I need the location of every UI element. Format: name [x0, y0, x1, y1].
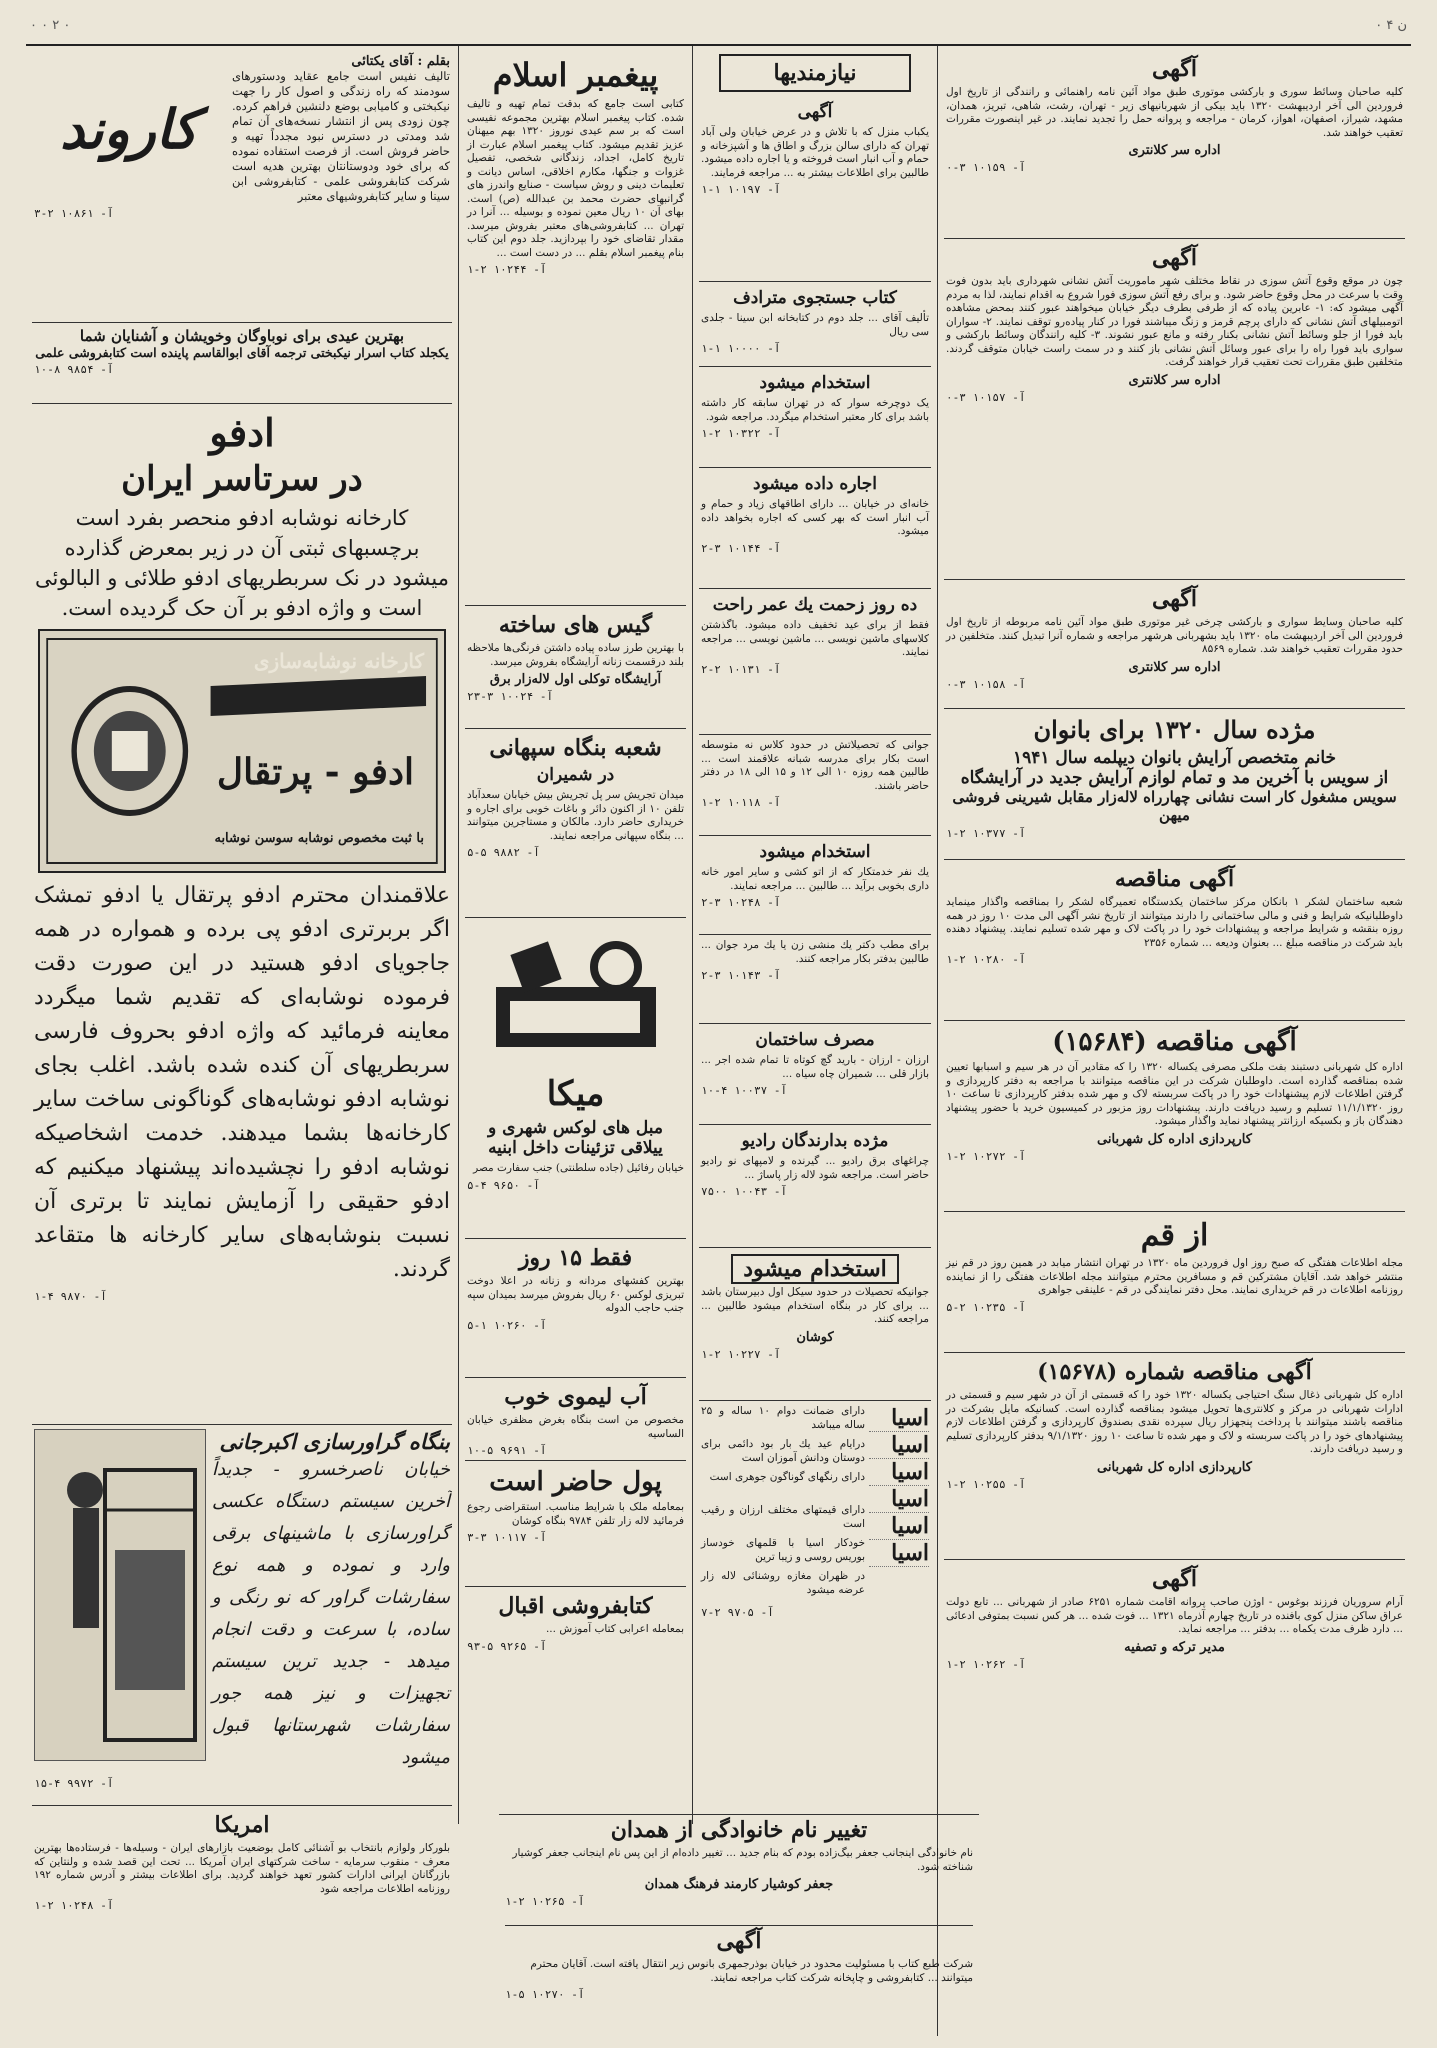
notice-sign: اداره سر کلانتری — [1128, 372, 1221, 388]
ad-mika — [465, 918, 686, 1239]
top-left-text: ۰ ۲ ۰ ۰ — [30, 18, 71, 33]
columns-grid — [26, 44, 1411, 2036]
ad-code: آ- ۹۸۵۴ ۸-۱۰ — [34, 363, 114, 376]
tender-15678 — [944, 1353, 1405, 1560]
ad-title: کتابفروشی اقبال — [498, 1593, 653, 1619]
asia-line: درایام عید یك بار بود دائمی برای دوستان ودانش آموزان است — [701, 1438, 865, 1464]
akbarjani-layout — [34, 1429, 450, 1774]
ad-synonyms — [699, 282, 931, 367]
tender-title: آگهی مناقصه — [1114, 866, 1235, 892]
karvand-text — [232, 54, 450, 204]
asia-lines — [701, 1405, 865, 1603]
bottom-spanning-ads — [499, 1814, 979, 2034]
tender-army — [944, 860, 1405, 1021]
ad-code: آ- ۱۰۱۹۷ ۱-۱ — [701, 183, 781, 196]
adfo-notice: علاقمندان محترم ادفو پرتقال یا ادفو تمشک اگر بربرتری ادفو پی برده و همواره در همه جاجویای ادفو هستید در این صورت دقت فرموده نوشابه‌ای که تقدیم شما میگردد معاینه فرمائید که واژه ادفو بحروف فارسی سربطریهای آن کنده شده باشد. اغلب بجای نوشابه ادفو نوشابه‌های گوناگونی ساخت سایر کارخانه‌ها بشما میدهند. خدمت اشخاصیکه نوشابه ادفو را نچشیده‌اند پیشنهاد میکنیم که ادفو حقیقی را آزمایش نمایند تا برتری آن نسبت بنوشابه‌های سایر کارخانه ها متقاعد گردند. — [34, 883, 450, 1282]
ad-body: جوانی که تحصیلاتش در حدود کلاس نه متوسطه است بکار برای مدرسه شبانه علاقمند است ... طالبین همه روزه ۱۰ الی ۱۲ و ۱۵ الی ۱۸ در دفتر حاضر باشند. — [701, 739, 929, 792]
ad-radio — [699, 1125, 931, 1248]
notice-vehicles — [944, 50, 1405, 239]
ad-code: آ- ۹۶۵۰ ۴-۵ — [467, 1178, 540, 1192]
notice-body: کلیه صاحبان وسائط سوری و بارکشی موتوری طبق مواد آئین نامه راهنمائی و رانندگی از تاریخ اول فروردین الی آخر اردیبهشت ۱۳۲۰ باید بیکی از شهربانیهای زیر - تهران، رشت، شاهی، تبریز، همدان، مشهد، شیراز، اصفهان، اهواز، کرمان - مراجعه و پروانه حمل را تجدید نمایند. در غیر اینصورت مقررات تعقیب خواهند شد. — [946, 86, 1403, 139]
ad-code: آ- ۱۰۲۴۸ ۳-۲ — [701, 896, 781, 909]
ad-title: امریکا — [214, 1812, 270, 1838]
notice-sign: اداره سر کلانتری — [1128, 143, 1221, 158]
mika-logo-icon — [486, 927, 666, 1067]
asia-layout — [701, 1405, 929, 1603]
tender-15684 — [944, 1021, 1405, 1212]
asia-word: اسیا — [869, 1513, 929, 1540]
tender-sign: کارپردازی اداره کل شهربانی — [1097, 1459, 1252, 1475]
ad-subtitle: در شمیران — [536, 765, 615, 785]
ad-code: آ- ۹۶۹۱ ۵-۱۰ — [467, 1444, 547, 1457]
asia-word: اسیا — [869, 1540, 929, 1567]
ad-code: آ- ۱۰۱۵۷ ۳-۰ — [946, 390, 1026, 404]
ad-body: فقط از برای عید تخفیف داده میشود. باگذشتن کلاسهای ماشین نویسی ... ماشین نویسی ... مراجعه نمایند. — [701, 619, 929, 658]
adfo-label-top: کارخانه نوشابه‌سازی — [253, 649, 424, 673]
asia-word: اسیا — [869, 1486, 929, 1513]
ad-title: فقط ۱۵ روز — [518, 1245, 633, 1271]
tender-sign: کارپردازی اداره کل شهربانی — [1097, 1131, 1252, 1147]
ad-prophet-book — [465, 50, 686, 606]
ad-gift-book — [32, 323, 452, 404]
mika-logo — [467, 922, 684, 1072]
ad-asia-pen — [699, 1401, 931, 1661]
ad-hamadan-name-change — [505, 1815, 973, 1926]
ad-body: با بهترین طرز ساده پیاده داشتن فرنگی‌ها ملاحظه بلند درقسمت زنانه آرایشگاه بفروش میرسد. — [467, 642, 684, 668]
asia-line: در ظهران مغازه روشنائی لاله زار عرضه میشود — [701, 1570, 865, 1596]
karvand-layout — [34, 54, 450, 204]
ad-code: آ- ۱۰۰۲۴ ۳-۲۳ — [467, 690, 554, 703]
ad-code: آ- ۱۰۱۵۸ ۳-۰ — [946, 677, 1026, 691]
ad-title: مژده سال ۱۳۲۰ برای بانوان — [1033, 715, 1316, 744]
adfo-label-brand: ادفو - پرتقال — [216, 751, 414, 793]
ad-sign: جعفر کوشیار کارمند فرهنگ همدان — [644, 1877, 834, 1892]
tender-body: اداره کل شهربانی دستبند بفت ملکی مصرفی یکساله ۱۳۲۰ را که مقادیر آن در هر سیم و اسبابها تعیین شده بمناقصه گذارده است. داوطلبان شرکت در این مناقصه میتوانند با مراجعه به دفتر کارپردازی و گرفتن اطلاعات لازم پیشنهادات خود را در پاکت سربسته لاک و مهر شده بدفتر کارپردازی تا ساعت ۱۰ روز ۱۱/۱/۱۳۲۰ تسلیم و رسید دریافت دارند. پیشنهادات روز مزبور در کمیسیون خرید با حضور پیشنهاد دهندگان باز و بکسیکه ارزانتر پیشنهاد نماید واگذار میشود. — [946, 1061, 1403, 1127]
ad-code: آ- ۱۰۲۲۷ ۲-۱ — [701, 1347, 781, 1361]
notice-sign: اداره سر کلانتری — [1128, 659, 1221, 675]
ad-line: خانم متخصص آرایش بانوان دیپلمه سال ۱۹۴۱ — [1012, 748, 1337, 768]
ad-headline: بهترین عیدی برای نوباوگان وخویشان و آشنایان شما — [79, 327, 405, 345]
ad-title: مصرف ساختمان — [755, 1030, 875, 1050]
ad-body: بمعامله اعرابی کتاب آموزش ... — [545, 1623, 684, 1635]
akbarjani-image — [34, 1429, 206, 1761]
ad-body: مجله اطلاعات هفتگی که صبح روز اول فروردین ماه ۱۳۲۰ در تهران انتشار میابد در همین روز در قم نیز منتشر خواهد شد. آقایان مشترکین قم و مسافرین محترم میتوانند مجله اطلاعات هفتگی را از نماینده روزنامه اطلاعات در قم خریداری نمایند. محل دفتر نمایندگی در قم - علینقی جواهری — [946, 1257, 1403, 1296]
ad-code: آ- ۱۰۲۳۵ ۲-۵ — [946, 1300, 1026, 1314]
ad-eqbal — [465, 1587, 686, 1687]
asia-line: خودکار اسیا با قلمهای خودساز بوریس روسی و زیبا ترین — [701, 1537, 865, 1563]
ad-line: از سویس با آخرین مد و تمام لوازم آرایش جدید در آرایشگاه — [960, 768, 1389, 788]
printing-press-icon — [35, 1430, 205, 1760]
ad-akbarjani — [32, 1425, 452, 1806]
ad-code: آ- ۱۰۲۶۲ ۲-۱ — [946, 1657, 1026, 1671]
ad-code: آ- ۱۰۲۶۵ ۲-۱ — [505, 1895, 585, 1908]
ad-adfo — [32, 404, 452, 1425]
ad-body: کتابی است جامع که بدقت تمام تهیه و تالیف شده. کتاب پیغمبر اسلام بهترین مجموعه نفیسی است که بر سم عیدی نوروز ۱۳۲۰ بهم میهنان عزیز تقدیم میشود. کتاب پیغمبر اسلام عبارت از تاریخ کامل، اجداد، زندگانی شخصی، تفصیل غزوات و جنگها، مکارم اخلاقی، اساس دیانت و تعلیمات دینی و روش سیاست - صنایع واندرز های گرانبهای حضرت محمد بن عبدالله (ص) است. بهای آن ۱۰ ریال معین نموده و بوسیله ... آنرا در تهران ... کتابفروشی‌های معتبر بفروش میرسد. مقدار تقاضای خود را بپردازید. جلد دوم این کتاب بنام پیغمبر اسلام بقلم ... در دست است ... — [467, 98, 684, 259]
ad-title: شعبه بنگاه سپهانی — [489, 735, 662, 761]
ad-code: آ- ۱۰۰۰۰ ۱-۱ — [701, 342, 781, 355]
column-books — [458, 46, 692, 1824]
ad-title: استخدام میشود — [759, 373, 871, 393]
ad-body: برای مطب دکتر یك منشی زن یا یك مرد جوان ... طالبین بدفتر بکار مراجعه کنند. — [701, 939, 929, 965]
adfo-label-bottom: با ثبت مخصوص نوشابه سوسن نوشابه — [214, 831, 424, 846]
ad-title: از قم — [1140, 1218, 1209, 1253]
ad-america — [32, 1806, 452, 1966]
ad-code: آ- ۹۹۷۲ ۴-۱۵ — [34, 1777, 114, 1790]
adfo-body: کارخانه نوشابه ادفو منحصر بفرد است برچسبهای ثبتی آن در زیر بمعرض گذارده میشود در نک سربطریهای ادفو طلائی و البالوئی است و واژه ادفو بر آن حک گردیده است. — [35, 506, 449, 620]
adfo-label-image — [38, 629, 446, 873]
ad-title: پیغمبر اسلام — [492, 56, 659, 94]
asia-words — [869, 1405, 929, 1603]
ad-line: سویس مشغول کار است نشانی چهارراه لاله‌زار مقابل شیرینی فروشی میهن — [952, 788, 1397, 824]
tender-body: شعبه ساختمان لشکر ۱ بانکان مرکز ساختمان یکدستگاه تعمیرگاه لشکر را بمناقصه واگذار مینماید داوطلبانیکه شرایط و فنی و مالی ساختمانی را دارند میتوانند از تاریخ نشر آگهی الی مدت ۱۰ روز در همه روزه بنقشه و شرایط مراجعه و پیشنهادات خود را در پاکت لاک و مهر شده تسلیم نمایند. پیشنهاد دهنده باید شرکت در مناقصه مبلغ ... بعنوان ودیعه ... شماره ۲۳۵۶ — [946, 896, 1403, 949]
ad-hire-1 — [699, 367, 931, 468]
ad-wigs — [465, 606, 686, 729]
ad-house — [699, 96, 931, 282]
ad-body: یکباب منزل که با تلاش و در عرض خیابان ولی آباد تهران که دارای سالن بزرگ و اطاق ها و آشپزخانه و حمام و آب انبار است فروخته و یا اجاره داده میشود. طالبین برای اطلاعات بیشتر به ... مراجعه فرمایند. — [701, 126, 929, 179]
ad-code: آ- ۱۰۳۲۲ ۲-۱ — [701, 427, 781, 440]
ad-body: یک دوچرخه سوار که در تهران سابقه کار داشته باشد برای کار معتبر استخدام میگردد. مراجعه شود. — [701, 397, 929, 423]
ad-code: آ- ۱۰۰۴۳ ۷۵۰۰ — [701, 1185, 788, 1198]
ad-code: آ- ۱۰۸۶۱ ۲-۳ — [34, 207, 114, 220]
notice-title: آگهی — [1151, 245, 1198, 271]
ad-money — [465, 1461, 686, 1587]
ad-title: استخدام میشود — [759, 842, 871, 862]
notice-carts — [944, 580, 1405, 709]
akbarjani-body: خیابان ناصرخسرو - جدیداً آخرین سیستم دستگاه عکسی گراورسازی با ماشینهای برقی وارد و نموده و همه نوع سفارشات گراور که نو رنگی و ساده، با سرعت و دقت انجام میدهد - جدید ترین سیستم تجهیزات و نیز همه جور سفارشات شهرستانها قبول میشود — [212, 1459, 450, 1768]
ad-from-qom — [944, 1212, 1405, 1353]
ad-title: آگهی — [797, 102, 833, 122]
ad-book-company — [505, 1926, 973, 2026]
ad-doctor — [699, 935, 931, 1024]
ad-body: خیابان رفائیل (جاده سلطنتی) جنب سفارت مصر — [473, 1162, 684, 1174]
notice-body: چون در موقع وقوع آتش سوزی در نقاط مختلف شهر ماموریت آتش نشانی شهرداری باید بدون فوت وقت با سرعت در محل وقوع حاضر شود. و برای رفع آتش سوزی فورا شروع به اقدام نمایند، لذا به مردم آگهی میشود که: ۱- عابرین پیاده که از طرفی بطرف دیگر خیابان میخواهند عبور کنند بمحض مشاهده اتومبیلهای آتش نشانی که دارای پرچم قرمز و زنگ میباشند فورا در کنار پیاده‌رو توقف نمایند. ۲- سواران باید فورا از جلو وسائط آتش نشانی بکنار رفته و مانع عبور نشوند. ۳- کلیه رانندگان وسائط بارکشی و سواری باید فورا راه را برای عبور وسائل آتش نشانی باز کنند و در سمت راست خیابان متوقف گردند. متخلفین طبق مقررات تحت تعقیب قرار خواهند گرفت. — [946, 275, 1403, 368]
ad-code: آ- ۱۰۰۳۷ ۴-۱۰ — [701, 1084, 788, 1097]
ad-body: شرکت طبع کتاب با مسئولیت محدود در خیابان بوذرجمهری بانوس زیر انتقال یافته است. آقایان محترم میتوانند ... کتابفروشی و چاپخانه شرکت کتاب مراجعه نمایند. — [530, 1958, 973, 1984]
ad-title: ده روز زحمت یك عمر راحت — [712, 595, 918, 615]
ad-subtitle: مبل های لوکس شهری و ییلاقی تزئینات داخل ابنیه — [488, 1118, 663, 1158]
ad-young-man — [699, 735, 931, 836]
ad-code: آ- ۱۰۲۶۰ ۱-۵ — [467, 1318, 547, 1332]
ad-building — [699, 1024, 931, 1125]
asia-word: اسیا — [869, 1405, 929, 1432]
ad-title: پول حاضر است — [489, 1467, 662, 1497]
ad-code: آ- ۹۸۸۲ ۵-۵ — [467, 846, 540, 859]
tender-title: آگهی مناقصه (۱۵۶۸۴) — [1052, 1027, 1297, 1057]
ad-sign: کوشان — [796, 1329, 834, 1345]
tender-body: اداره کل شهربانی ذغال سنگ احتیاجی یکساله ۱۳۲۰ خود را که قسمتی از آن در شهر سیم و قسمتی در ادارات شهربانی در مرکز و کلانتری‌ها تحویل میشود بمناقصه گذارده است. کسانیکه مایل بشرکت در مناقصه باشند میتوانند با پرداخت پنجهزار ریال سپرده نقدی بصندوق کارپردازی و گرفتن اطلاعات لازم پیشنهادهای خود را در پاکت سربسته و لاک و مهر شده تا ساعت ۱۰ روز ۹/۱/۱۳۲۰ بدفتر کارپردازی تسلیم و رسید دریافت دارند. — [946, 1389, 1403, 1455]
top-right-text: ن ۴ ۰ — [1375, 18, 1407, 33]
page-top-line — [30, 18, 1407, 38]
ad-code: آ- ۱۰۲۴۴ ۲-۱ — [467, 263, 547, 276]
adfo-subtitle: در سرتاسر ایران — [121, 459, 363, 499]
ad-body: یك نفر خدمتکار که از اتو کشی و سایر امور خانه داری بخوبی برآید ... طالبین ... مراجعه نمایند. — [701, 866, 929, 892]
ad-code: آ- ۱۰۱۵۹ ۳-۰ — [946, 161, 1026, 174]
ad-code: آ- ۱۰۱۴۴ ۳-۲ — [701, 541, 781, 555]
asia-word: اسیا — [869, 1432, 929, 1459]
akbarjani-text — [212, 1429, 450, 1774]
ad-title: مژده بدارندگان رادیو — [741, 1131, 889, 1151]
notice-body: کلیه صاحبان وسایط سواری و بارکشی چرخی غیر موتوری طبق مواد آئین نامه مربوطه از تاریخ اول فروردین الی آخر اردیبهشت ماه ۱۳۲۰ باید بشهربانی هرشهر مراجعه و شماره آنرا تبدیل کنند. متخلفین در حدود مقررات تعقیب خواهند شد. شماره ۸۵۶۹ — [946, 616, 1403, 655]
notice-estate — [944, 1560, 1405, 1760]
asia-line: دارای رنگهای گوناگون جوهری است — [709, 1471, 865, 1483]
ad-swiss-salon — [944, 709, 1405, 860]
notice-body: آرام سروریان فرزند بوغوس - اوژن صاحب پروانه اقامت شماره ۶۲۵۱ صادر از شهربانی ... تابع دولت عراق ساکن منزل کوی بافنده در تاریخ چهارم آذرماه ۱۳۲۱ ... فوت شده ... هر کس نسبت بمتوفی ادعائی ... دارد ظرف مدت یکماه ... بدفتر ... مراجعه نماید. — [946, 1596, 1403, 1635]
ad-title: تغییر نام خانوادگی از همدان — [610, 1817, 868, 1843]
ad-code: آ- ۱۰۱۳۱ ۲-۲ — [701, 662, 781, 676]
asia-line: دارای قیمتهای مختلف ارزان و رقیب است — [701, 1504, 865, 1530]
ad-title: میکا — [546, 1074, 605, 1114]
ad-body: تألیف آقای ... جلد دوم در کتابخانه ابن سینا - جلدی سی ریال — [701, 312, 929, 338]
ad-code: آ- ۱۰۲۷۰ ۵-۱ — [505, 1988, 585, 2001]
ad-code: آ- ۱۰۱۱۸ ۲-۱ — [701, 796, 781, 809]
asia-line: دارای ضمانت دوام ۱۰ ساله و ۲۵ ساله میباشد — [701, 1405, 865, 1431]
ad-body: جوانیکه تحصیلات در حدود سیکل اول دبیرستان باشد ... برای کار در بنگاه استخدام میشود طالبین ... مراجعه کنند. — [701, 1286, 929, 1325]
column-notices — [937, 46, 1411, 2036]
notice-title: آگهی — [1151, 586, 1198, 612]
ad-15-days — [465, 1239, 686, 1378]
karvand-body: تالیف نفیس است جامع عقاید ودستورهای سودمند که راه زندگی و اصول کار را جهت نیکبختی و کامیابی بوضع دلنشین فراهم کرده. چون زودی پس از انتشار نسخه‌های آن تمام شد ومدتی در دسترس نبود مجدداً تهیه و حاضر فروش است. از فرصت استفاده نموده که برای خود ودوستانتان بهترین هدیه است شرکت کتابفروشی علمی - کتابفروشی ابن سینا و سایر کتابفروشیهای معتبر — [232, 69, 450, 203]
classifieds-header: نیازمندیها — [719, 54, 911, 92]
ad-body: مخصوص من است بنگاه بغرض مظفری خیابان الساسیه — [467, 1414, 684, 1440]
notice-fire — [944, 239, 1405, 580]
ad-code: آ- ۱۰۲۷۲ ۲-۱ — [946, 1149, 1026, 1163]
ad-title: استخدام میشود — [731, 1254, 899, 1284]
ad-title: آب لیموی خوب — [504, 1384, 647, 1410]
ad-title: گیس های ساخته — [498, 612, 653, 638]
ad-lemon — [465, 1378, 686, 1461]
ad-sign: آرایشگاه توکلی اول لاله‌زار برق — [489, 672, 662, 687]
karvand-logo-box — [34, 54, 224, 204]
ad-hire-2 — [699, 836, 931, 935]
ad-body: چراغهای برق رادیو ... گیرنده و لامپهای نو رادیو حاضر است. مراجعه شود لاله زار پاساژ ... — [701, 1155, 929, 1181]
ad-code: آ- ۱۰۲۸۰ ۲-۱ — [946, 953, 1026, 966]
ad-code: آ- ۱۰۳۷۷ ۲-۱ — [946, 827, 1026, 840]
ad-typing — [699, 589, 931, 735]
ad-title: اجاره داده میشود — [753, 474, 877, 494]
karvand-author: بقلم : آقای یکتائی — [351, 54, 450, 69]
asia-word: اسیا — [869, 1459, 929, 1486]
notice-title: آگهی — [1151, 1566, 1198, 1592]
ad-code: آ- ۱۰۱۴۳ ۳-۲ — [701, 969, 781, 982]
ad-code: آ- ۹۸۷۰ ۴-۱ — [34, 1290, 107, 1303]
ad-rent — [699, 468, 931, 589]
ad-code: آ- ۹۲۶۵ ۵-۹۳ — [467, 1639, 547, 1653]
ad-body: یکجلد کتاب اسرار نیکبختی ترجمه آقای ابوالقاسم پاینده است کتابفروشی علمی — [35, 345, 449, 360]
ad-body: بهترین کفشهای مردانه و زنانه در اعلا دوخت تبریزی لوکس ۶۰ ریال بفروش میرسد بمیدان سپه جنب حاجب الدوله — [467, 1275, 684, 1314]
column-classifieds — [692, 46, 937, 1824]
akbarjani-title: بنگاه گراورسازی اکبرجانی — [219, 1429, 450, 1454]
ad-body: نام خانوادگی اینجانب جعفر بیگ‌زاده بودم که بنام جدید ... تغییر داده‌ام از این پس نام اینجانب جعفر کوشیار شناخته شود. — [512, 1847, 973, 1873]
ad-body: میدان تجریش سر پل تجریش بیش خیابان سعدآباد تلفن ۱۰ از اکنون دائر و باغات خوبی برای اجاره و خریداری حاضر دارد. مالکان و مستاجرین میتوانند ... بنگاه سپهانی مراجعه نمایند. — [467, 789, 684, 842]
adfo-title: ادفو — [209, 410, 275, 455]
ad-karvand — [32, 50, 452, 323]
karvand-logo: کاروند — [60, 97, 198, 161]
tender-title: آگهی مناقصه شماره (۱۵۶۷۸) — [1037, 1359, 1312, 1385]
ad-sepahani — [465, 729, 686, 918]
ad-code: آ- ۱۰۲۵۵ ۲-۱ — [946, 1477, 1026, 1491]
ad-code: آ- ۱۰۱۱۷ ۳-۳ — [467, 1531, 547, 1544]
ad-hire-3 — [699, 1248, 931, 1401]
ad-title: آگهی — [716, 1928, 762, 1954]
column-karvand-adfo — [26, 46, 458, 2036]
ad-title: کتاب جستجوی مترادف — [733, 288, 897, 308]
notice-sign: مدیر ترکه و تصفیه — [1124, 1639, 1225, 1655]
ad-body: خانه‌ای در خیابان ... دارای اطاقهای زیاد و حمام و آب انبار است که بهر کسی که اجاره بخواهد داده میشود. — [701, 498, 929, 537]
ad-code: آ- ۱۰۲۴۸ ۲-۱ — [34, 1899, 114, 1912]
ad-body: بمعامله ملک با شرایط مناسب. استقراضی رجوع فرمائید لاله زار تلفن ۹۷۸۴ بنگاه کوشان — [467, 1501, 684, 1527]
ad-body: ارزان - ارزان - بارید گچ کوتاه تا تمام شده اجر ... بازار قلی ... شمیران چاه سیاه ... — [701, 1054, 929, 1080]
ad-code: آ- ۹۷۰۵ ۲-۷ — [701, 1606, 774, 1619]
notice-title: آگهی — [1151, 56, 1198, 82]
ad-body: بلورکار ولوازم بانتخاب بو آشنائی کامل بوضعیت بازارهای ایران - وسیله‌ها - فرستاده‌ها بهترین معرف - منقوب سرمایه - ساخت شرکتهای ایران آمریکا ... تحت این قصد شده و ولنتاین که بازرگانان ایرانی ادارات کشور تعهد خواهند گردید. برای اطلاعات بیشتر و آدرس شماره ۱۹۲ روزنامه اطلاعات مراجعه شود — [34, 1842, 450, 1895]
